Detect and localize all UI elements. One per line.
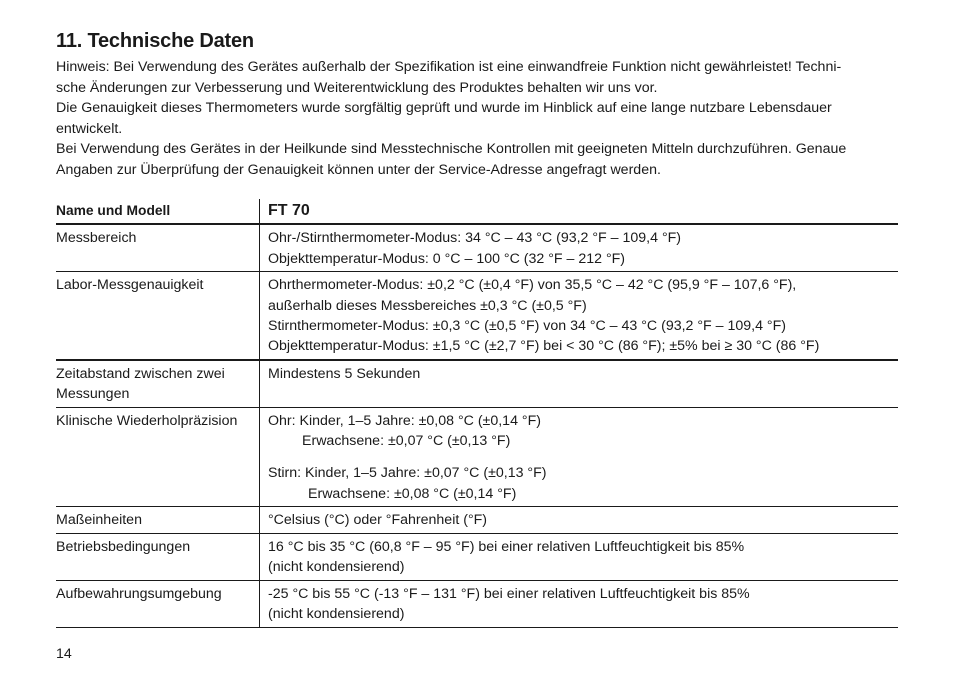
spec-label-line: Labor-Messgenauigkeit [56,277,204,294]
intro-line: Angaben zur Überprüfung der Genauigkeit können unter der Service-Adresse angefragt werden. [56,161,661,178]
intro-line: Hinweis: Bei Verwendung des Gerätes außerhalb der Spezifikation ist eine einwandfreie Funktion nicht gewährleistet! Techni- [56,59,842,75]
spec-label-line: Aufbewahrungsumgebung [56,585,222,602]
spec-value-line: Stirn: Kinder, 1–5 Jahre: ±0,07 °C (±0,13 °F) [268,465,547,482]
spec-label [56,360,260,407]
spec-row-units [56,507,898,533]
spec-header-row [56,199,898,224]
spec-label-line: Zeitabstand zwischen zwei [56,365,225,382]
spec-value [260,224,899,271]
spec-value-line: °Celsius (°C) oder °Fahrenheit (°F) [268,512,488,529]
spec-value-line: Objekttemperatur-Modus: 0 °C – 100 °C (32 °F – 212 °F) [268,250,626,267]
spec-row-storage-conditions [56,580,898,628]
spec-label-line: Messungen [56,386,130,403]
spec-value-line: Ohrthermometer-Modus: ±0,2 °C (±0,4 °F) von 35,5 °C – 42 °C (95,9 °F – 107,6 °F), [268,277,797,294]
page-number: 14 [56,646,72,662]
spec-row-lab-accuracy [56,272,898,360]
intro-line: Bei Verwendung des Gerätes in der Heilkunde sind Messtechnische Kontrollen mit geeigneten Mitteln durchzuführen. Genaue [56,141,847,158]
spec-label [56,580,260,628]
spec-value [260,272,899,360]
spec-value-line: Erwachsene: ±0,08 °C (±0,14 °F) [308,485,517,502]
spec-label [56,507,260,533]
spec-value-line: (nicht kondensierend) [268,605,405,622]
intro-line: Die Genauigkeit dieses Thermometers wurde sorgfältig geprüft und wurde im Hinblick auf eine lange nutzbare Lebensdauer [56,100,832,117]
spec-value-line: Ohr-/Stirnthermometer-Modus: 34 °C – 43 °C (93,2 °F – 109,4 °F) [268,230,682,247]
intro-line: entwickelt. [56,120,123,137]
spec-label-line: Messbereich [56,230,137,247]
spec-value [260,407,899,507]
spec-label-line: Maßeinheiten [56,512,142,529]
spec-value [260,533,899,580]
spec-label [56,224,260,271]
section-title: 11. Technische Daten [56,30,254,52]
spec-label [56,272,260,360]
spec-row-interval [56,360,898,407]
spec-label [56,533,260,580]
spec-value-line: Ohr: Kinder, 1–5 Jahre: ±0,08 °C (±0,14 °F) [268,412,541,429]
spec-value-line: außerhalb dieses Messbereiches ±0,3 °C (±0,5 °F) [268,297,587,314]
spec-value-line: (nicht kondensierend) [268,559,405,576]
spec-row-measuring-range [56,224,898,271]
spec-header-model: FT 70 [260,199,899,224]
spec-label-line: Betriebsbedingungen [56,538,191,555]
spec-label [56,407,260,507]
intro-line: sche Änderungen zur Verbesserung und Weiterentwicklung des Produktes behalten wir uns vor. [56,79,658,96]
spec-value-line: Mindestens 5 Sekunden [268,365,421,382]
spec-row-clinical-repeatability [56,407,898,507]
spec-value-line: 16 °C bis 35 °C (60,8 °F – 95 °F) bei einer relativen Luftfeuchtigkeit bis 85% [268,538,745,555]
spec-value-line: Objekttemperatur-Modus: ±1,5 °C (±2,7 °F) bei < 30 °C (86 °F); ±5% bei ≥ 30 °C (86 °F) [268,338,820,355]
spec-value [260,580,899,628]
spec-value-line: Erwachsene: ±0,07 °C (±0,13 °F) [302,433,511,450]
intro-text [56,57,898,181]
spec-label-line: Klinische Wiederholpräzision [56,412,238,429]
spec-value-line: Stirnthermometer-Modus: ±0,3 °C (±0,5 °F) von 34 °C – 43 °C (93,2 °F – 109,4 °F) [268,318,786,335]
spec-value [260,360,899,407]
spec-header-label: Name und Modell [56,203,171,218]
spec-value [260,507,899,533]
spec-row-operating-conditions [56,533,898,580]
spec-table [56,199,898,628]
spec-value-line: -25 °C bis 55 °C (-13 °F – 131 °F) bei einer relativen Luftfeuchtigkeit bis 85% [268,585,750,602]
